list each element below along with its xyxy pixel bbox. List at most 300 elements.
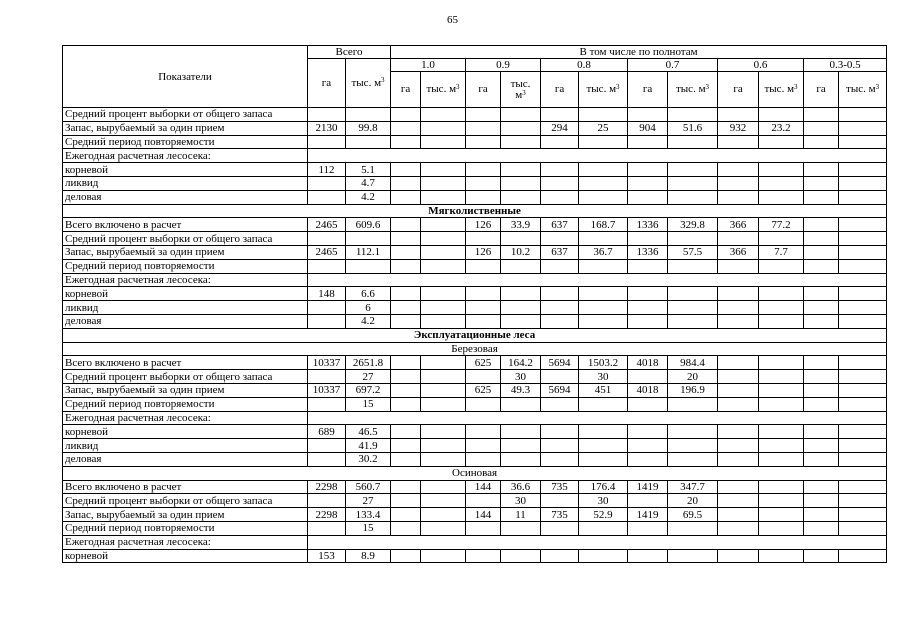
value-cell <box>466 425 501 439</box>
value-cell <box>759 549 804 563</box>
value-cell <box>804 259 839 273</box>
value-cell <box>541 425 579 439</box>
unit-vol-sup: 3 <box>522 88 526 97</box>
value-cell <box>759 397 804 411</box>
row-label: Ежегодная расчетная лесосека: <box>63 273 308 287</box>
row-label: деловая <box>63 314 308 328</box>
value-cell <box>421 135 466 149</box>
value-cell <box>759 259 804 273</box>
value-cell <box>308 521 346 535</box>
value-cell: 30.2 <box>346 452 391 466</box>
value-cell <box>628 301 668 315</box>
table-row <box>63 259 887 273</box>
value-cell <box>501 121 541 135</box>
value-cell: 15 <box>346 397 391 411</box>
value-cell: 294 <box>541 121 579 135</box>
value-cell: 112 <box>308 163 346 177</box>
value-cell: 148 <box>308 287 346 301</box>
value-cell <box>668 108 718 122</box>
value-cell <box>391 245 421 259</box>
table-row <box>63 397 887 411</box>
value-cell <box>391 108 421 122</box>
value-cell <box>421 163 466 177</box>
value-cell: 164.2 <box>501 356 541 370</box>
value-cell: 366 <box>718 218 759 232</box>
value-cell <box>501 452 541 466</box>
table-row <box>63 439 887 453</box>
value-cell <box>839 494 887 508</box>
value-cell <box>628 190 668 204</box>
value-cell <box>839 521 887 535</box>
value-cell <box>421 121 466 135</box>
value-cell <box>668 521 718 535</box>
value-cell <box>759 494 804 508</box>
value-cell <box>804 383 839 397</box>
value-cell <box>421 108 466 122</box>
value-cell <box>421 383 466 397</box>
value-cell <box>501 259 541 273</box>
value-cell <box>718 397 759 411</box>
value-cell: 735 <box>541 508 579 522</box>
table-row <box>63 108 887 122</box>
unit-vol <box>839 72 887 108</box>
value-cell <box>579 301 628 315</box>
value-cell <box>839 370 887 384</box>
value-cell <box>466 259 501 273</box>
density-header: 0.3-0.5 <box>804 59 887 72</box>
value-cell: 689 <box>308 425 346 439</box>
table-row <box>63 232 887 246</box>
table-row <box>63 356 887 370</box>
value-cell <box>466 314 501 328</box>
table-row <box>63 245 887 259</box>
density-header: 0.7 <box>628 59 718 72</box>
value-cell <box>391 480 421 494</box>
value-cell <box>759 314 804 328</box>
value-cell <box>718 190 759 204</box>
unit-vol-sup: 3 <box>705 83 710 91</box>
row-label: Средний период повторяемости <box>63 397 308 411</box>
unit-ha: га <box>541 72 579 108</box>
header-by-density: В том числе по полнотам <box>391 46 887 59</box>
unit-vol-sup: 3 <box>875 83 880 91</box>
value-cell <box>308 452 346 466</box>
value-cell: 133.4 <box>346 508 391 522</box>
value-cell <box>839 190 887 204</box>
value-cell <box>839 356 887 370</box>
value-cell <box>668 135 718 149</box>
value-cell <box>839 549 887 563</box>
value-cell: 2130 <box>308 121 346 135</box>
value-cell: 1419 <box>628 480 668 494</box>
value-cell: 4018 <box>628 383 668 397</box>
value-cell: 69.5 <box>668 508 718 522</box>
value-cell <box>804 135 839 149</box>
value-cell <box>391 425 421 439</box>
row-label: Средний период повторяемости <box>63 521 308 535</box>
value-cell: 144 <box>466 480 501 494</box>
unit-vol <box>579 72 628 108</box>
value-cell: 904 <box>628 121 668 135</box>
value-cell: 2651.8 <box>346 356 391 370</box>
value-cell <box>391 314 421 328</box>
value-cell: 4.2 <box>346 314 391 328</box>
value-cell <box>718 356 759 370</box>
value-cell: 49.3 <box>501 383 541 397</box>
value-cell <box>804 108 839 122</box>
empty-merged-cell <box>308 149 887 163</box>
value-cell <box>718 494 759 508</box>
value-cell <box>579 232 628 246</box>
row-label: Средний процент выборки от общего запаса <box>63 232 308 246</box>
value-cell: 1503.2 <box>579 356 628 370</box>
table-row <box>63 135 887 149</box>
value-cell <box>628 135 668 149</box>
value-cell <box>501 163 541 177</box>
value-cell <box>391 301 421 315</box>
value-cell <box>391 383 421 397</box>
value-cell <box>628 549 668 563</box>
value-cell <box>501 314 541 328</box>
table-row <box>63 411 887 425</box>
value-cell <box>541 314 579 328</box>
value-cell <box>501 425 541 439</box>
value-cell <box>308 176 346 190</box>
value-cell: 10.2 <box>501 245 541 259</box>
row-label: Средний период повторяемости <box>63 135 308 149</box>
value-cell <box>466 370 501 384</box>
value-cell: 25 <box>579 121 628 135</box>
value-cell <box>804 176 839 190</box>
value-cell <box>839 163 887 177</box>
row-label: корневой <box>63 287 308 301</box>
value-cell <box>421 480 466 494</box>
value-cell <box>501 549 541 563</box>
value-cell <box>391 439 421 453</box>
value-cell <box>541 163 579 177</box>
value-cell <box>391 452 421 466</box>
value-cell <box>541 232 579 246</box>
value-cell: 8.9 <box>346 549 391 563</box>
value-cell <box>804 163 839 177</box>
value-cell <box>668 301 718 315</box>
value-cell <box>668 190 718 204</box>
value-cell <box>391 521 421 535</box>
value-cell: 560.7 <box>346 480 391 494</box>
value-cell: 30 <box>501 494 541 508</box>
value-cell: 625 <box>466 383 501 397</box>
value-cell <box>391 549 421 563</box>
value-cell: 126 <box>466 218 501 232</box>
value-cell <box>579 176 628 190</box>
value-cell <box>421 549 466 563</box>
value-cell: 735 <box>541 480 579 494</box>
value-cell <box>759 480 804 494</box>
value-cell <box>718 521 759 535</box>
total-unit-ha: га <box>308 59 346 108</box>
value-cell <box>668 397 718 411</box>
value-cell <box>839 452 887 466</box>
value-cell <box>839 135 887 149</box>
value-cell <box>466 190 501 204</box>
value-cell <box>718 301 759 315</box>
value-cell <box>466 176 501 190</box>
value-cell: 36.6 <box>501 480 541 494</box>
unit-vol <box>501 72 541 108</box>
value-cell <box>804 287 839 301</box>
value-cell <box>804 452 839 466</box>
value-cell: 329.8 <box>668 218 718 232</box>
empty-merged-cell <box>308 411 887 425</box>
table-row <box>63 521 887 535</box>
unit-ha: га <box>466 72 501 108</box>
table-row <box>63 452 887 466</box>
unit-vol-sup: 3 <box>381 76 385 84</box>
value-cell <box>391 397 421 411</box>
value-cell <box>541 452 579 466</box>
value-cell <box>839 301 887 315</box>
unit-vol-label: тыс. м <box>351 77 382 89</box>
value-cell: 625 <box>466 356 501 370</box>
value-cell <box>579 108 628 122</box>
value-cell <box>421 259 466 273</box>
unit-vol-sup: 3 <box>616 83 620 91</box>
value-cell <box>759 508 804 522</box>
value-cell <box>501 176 541 190</box>
value-cell <box>718 370 759 384</box>
value-cell <box>466 232 501 246</box>
unit-vol <box>759 72 804 108</box>
value-cell <box>501 521 541 535</box>
value-cell: 168.7 <box>579 218 628 232</box>
value-cell <box>628 439 668 453</box>
value-cell <box>759 439 804 453</box>
value-cell: 2298 <box>308 480 346 494</box>
value-cell: 196.9 <box>668 383 718 397</box>
table-row <box>63 535 887 549</box>
value-cell: 6 <box>346 301 391 315</box>
row-label: Средний процент выборки от общего запаса <box>63 370 308 384</box>
table-row <box>63 218 887 232</box>
value-cell <box>628 425 668 439</box>
value-cell <box>804 508 839 522</box>
value-cell <box>466 163 501 177</box>
value-cell <box>804 121 839 135</box>
value-cell <box>391 494 421 508</box>
value-cell <box>421 370 466 384</box>
value-cell <box>839 245 887 259</box>
value-cell <box>804 549 839 563</box>
value-cell <box>541 287 579 301</box>
value-cell <box>346 108 391 122</box>
value-cell: 5694 <box>541 356 579 370</box>
table-row <box>63 121 887 135</box>
value-cell: 10337 <box>308 383 346 397</box>
value-cell <box>308 108 346 122</box>
section-row <box>63 328 887 342</box>
value-cell <box>839 425 887 439</box>
table-row <box>63 370 887 384</box>
value-cell <box>839 232 887 246</box>
value-cell <box>579 259 628 273</box>
value-cell <box>541 370 579 384</box>
value-cell <box>628 176 668 190</box>
value-cell <box>668 259 718 273</box>
row-label: Ежегодная расчетная лесосека: <box>63 535 308 549</box>
value-cell <box>391 121 421 135</box>
value-cell <box>718 383 759 397</box>
value-cell <box>346 232 391 246</box>
row-label: Запас, вырубаемый за один прием <box>63 121 308 135</box>
value-cell <box>718 232 759 246</box>
value-cell <box>541 494 579 508</box>
value-cell: 77.2 <box>759 218 804 232</box>
section-title: Березовая <box>63 342 887 356</box>
value-cell: 451 <box>579 383 628 397</box>
unit-ha: га <box>718 72 759 108</box>
value-cell <box>628 108 668 122</box>
value-cell <box>759 521 804 535</box>
value-cell <box>718 480 759 494</box>
value-cell: 2465 <box>308 245 346 259</box>
value-cell <box>391 135 421 149</box>
value-cell <box>839 508 887 522</box>
table-row <box>63 508 887 522</box>
value-cell <box>466 397 501 411</box>
value-cell: 1336 <box>628 218 668 232</box>
value-cell: 153 <box>308 549 346 563</box>
value-cell <box>718 452 759 466</box>
value-cell: 366 <box>718 245 759 259</box>
value-cell <box>668 549 718 563</box>
value-cell <box>391 287 421 301</box>
unit-vol-label: тыс. м <box>675 83 706 95</box>
value-cell <box>628 494 668 508</box>
table-row <box>63 480 887 494</box>
row-label: Всего включено в расчет <box>63 480 308 494</box>
value-cell: 20 <box>668 494 718 508</box>
total-unit-vol <box>346 59 391 108</box>
value-cell <box>421 356 466 370</box>
value-cell <box>759 383 804 397</box>
value-cell <box>308 397 346 411</box>
value-cell <box>718 108 759 122</box>
value-cell <box>346 259 391 273</box>
value-cell <box>391 370 421 384</box>
value-cell <box>759 452 804 466</box>
table-row <box>63 549 887 563</box>
unit-vol-line1: тыс. <box>510 77 531 90</box>
value-cell <box>668 452 718 466</box>
value-cell <box>628 521 668 535</box>
value-cell <box>579 425 628 439</box>
value-cell <box>421 218 466 232</box>
row-label: деловая <box>63 190 308 204</box>
value-cell: 46.5 <box>346 425 391 439</box>
value-cell <box>308 301 346 315</box>
value-cell <box>421 494 466 508</box>
value-cell <box>501 232 541 246</box>
value-cell <box>759 301 804 315</box>
value-cell <box>501 108 541 122</box>
row-label: Всего включено в расчет <box>63 218 308 232</box>
value-cell: 6.6 <box>346 287 391 301</box>
value-cell <box>466 549 501 563</box>
value-cell <box>391 508 421 522</box>
section-row <box>63 342 887 356</box>
row-label: корневой <box>63 163 308 177</box>
value-cell <box>759 370 804 384</box>
value-cell <box>668 439 718 453</box>
value-cell <box>718 176 759 190</box>
value-cell: 637 <box>541 245 579 259</box>
value-cell <box>541 549 579 563</box>
empty-merged-cell <box>308 273 887 287</box>
value-cell <box>421 452 466 466</box>
value-cell <box>541 301 579 315</box>
value-cell <box>421 190 466 204</box>
header-indicators: Показатели <box>63 46 308 108</box>
value-cell: 10337 <box>308 356 346 370</box>
value-cell <box>541 108 579 122</box>
value-cell <box>541 397 579 411</box>
value-cell <box>718 425 759 439</box>
value-cell <box>466 108 501 122</box>
row-label: Запас, вырубаемый за один прием <box>63 508 308 522</box>
value-cell <box>541 521 579 535</box>
value-cell <box>391 232 421 246</box>
value-cell <box>391 163 421 177</box>
value-cell <box>804 397 839 411</box>
table-row <box>63 301 887 315</box>
value-cell: 932 <box>718 121 759 135</box>
value-cell <box>541 190 579 204</box>
value-cell <box>718 163 759 177</box>
value-cell <box>421 176 466 190</box>
value-cell <box>579 439 628 453</box>
unit-vol-label: тыс. м <box>586 83 617 95</box>
value-cell: 7.7 <box>759 245 804 259</box>
value-cell <box>628 370 668 384</box>
value-cell <box>501 135 541 149</box>
value-cell <box>759 425 804 439</box>
table-row <box>63 163 887 177</box>
value-cell <box>501 397 541 411</box>
value-cell <box>579 190 628 204</box>
value-cell <box>759 176 804 190</box>
value-cell: 112.1 <box>346 245 391 259</box>
value-cell <box>579 452 628 466</box>
value-cell <box>804 190 839 204</box>
value-cell <box>804 494 839 508</box>
value-cell <box>391 176 421 190</box>
value-cell <box>541 439 579 453</box>
value-cell <box>421 287 466 301</box>
unit-vol <box>421 72 466 108</box>
value-cell <box>718 439 759 453</box>
value-cell <box>579 287 628 301</box>
value-cell <box>839 480 887 494</box>
value-cell <box>628 397 668 411</box>
value-cell <box>839 121 887 135</box>
value-cell <box>839 439 887 453</box>
value-cell <box>668 163 718 177</box>
value-cell <box>391 259 421 273</box>
section-row <box>63 204 887 218</box>
value-cell: 4.2 <box>346 190 391 204</box>
section-title: Мягколиственные <box>63 204 887 218</box>
value-cell <box>839 314 887 328</box>
